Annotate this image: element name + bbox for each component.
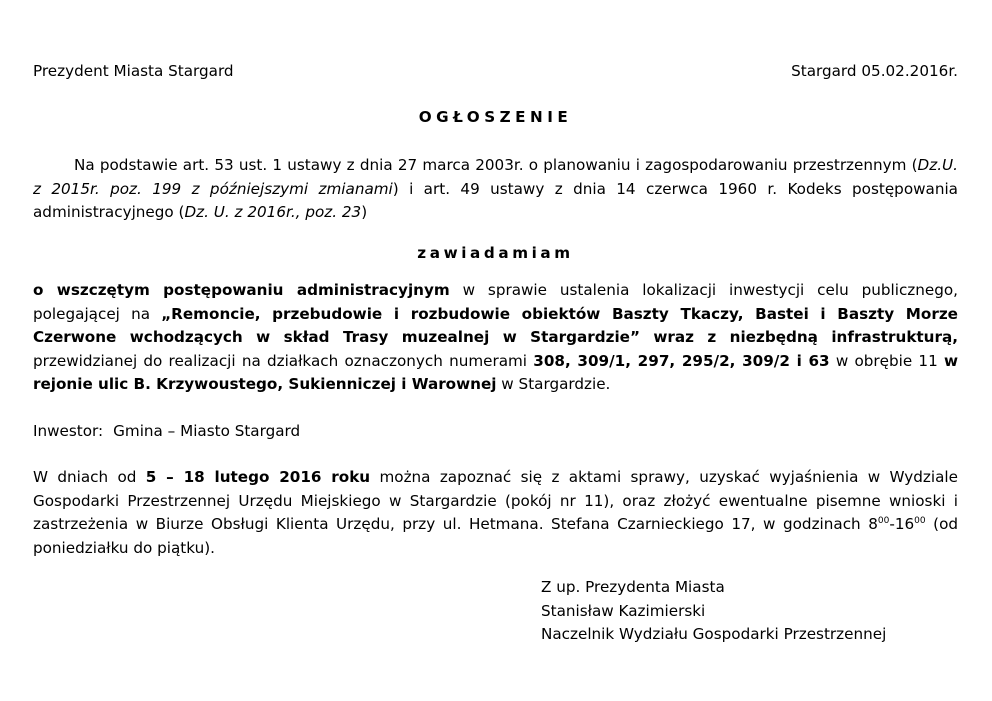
inspection-paragraph <box>33 466 958 560</box>
investor-label: Inwestor: <box>33 422 104 440</box>
announcement-page <box>33 0 958 701</box>
inspection-text-1: W dniach od <box>33 468 146 486</box>
investor-value: Gmina – Miasto Stargard <box>113 422 301 440</box>
project-name: „Remoncie, przebudowie i rozbudowie obiektów Baszty Tkaczy, Bastei i Baszty Morze Czerwone wchodzących w skład Trasy muzealnej w Stargardzie” wraz z niezbędną infrastrukturą, <box>33 304 958 346</box>
hours-start-minutes: 00 <box>877 516 890 526</box>
document-header <box>33 60 958 82</box>
legal-basis-text-2: ) i art. 49 ustawy z dnia 14 czerwca 1960 r. Kodeks postępowania administracyjnego ( <box>33 179 958 221</box>
signature-block <box>541 576 886 647</box>
issuer-label: Prezydent Miasta Stargard <box>33 62 234 80</box>
proceedings-bold-1: o wszczętym postępowaniu administracyjnym <box>33 281 450 299</box>
legal-basis-paragraph <box>33 154 958 225</box>
investor-line <box>33 420 300 442</box>
legal-basis-text-3: ) <box>361 203 368 221</box>
inspection-text-3: (od poniedziałku do piątku). <box>33 515 959 557</box>
proceedings-text-2: przewidzianej do realizacji na działkach oznaczonych numerami <box>33 351 534 370</box>
proceedings-text-3: w obrębie 11 <box>829 351 944 370</box>
parcel-numbers: 308, 309/1, 297, 295/2, 309/2 i 63 <box>533 351 830 370</box>
legal-basis-text-1: Na podstawie art. 53 ust. 1 ustawy z dnia 27 marca 2003r. o planowaniu i zagospodarowaniu przestrzennym ( <box>74 156 918 174</box>
proceedings-text-4: w Stargardzie. <box>496 375 611 393</box>
legal-citation-1: Dz.U. z 2015r. poz. 199 z późniejszymi zmianami <box>33 156 958 198</box>
proceedings-text-1: w sprawie ustalenia lokalizacji inwestycji celu publicznego, polegającej na <box>33 281 958 323</box>
hours-dash: - <box>889 515 895 533</box>
hours-start: 8 <box>868 515 878 533</box>
hours-end: 16 <box>894 515 915 533</box>
street-location: w rejonie ulic B. Krzywoustego, Sukienniczej i Warownej <box>33 351 958 393</box>
signature-line-1: Z up. Prezydenta Miasta <box>541 578 725 596</box>
place-and-date: Stargard 05.02.2016r. <box>791 62 958 80</box>
document-title: OGŁOSZENIE <box>418 108 573 126</box>
legal-citation-2: Dz. U. z 2016r., poz. 23 <box>184 203 362 221</box>
inspection-dates: 5 – 18 lutego 2016 roku <box>145 468 371 486</box>
inspection-text-2: można zapoznać się z aktami sprawy, uzyskać wyjaśnienia w Wydziale Gospodarki Przestrzennej Urzędu Miejskiego w Stargardzie (pokój nr 11), oraz złożyć ewentualne pisemne wnioski i zastrzeżenia w Biurze Obsługi Klienta Urzędu, przy ul. Hetmana. Stefana Czarnieckiego 17, w godzinach <box>33 468 958 533</box>
proceedings-paragraph <box>33 279 958 397</box>
notification-heading: zawiadamiam <box>417 244 574 262</box>
signature-line-2: Stanisław Kazimierski <box>541 601 706 620</box>
hours-end-minutes: 00 <box>914 516 926 526</box>
signature-line-3: Naczelnik Wydziału Gospodarki Przestrzennej <box>541 625 887 643</box>
